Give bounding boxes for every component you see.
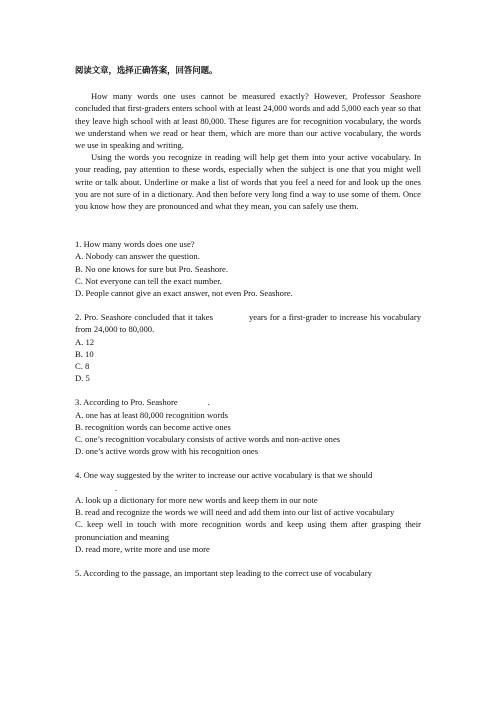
- document-content: [75, 64, 421, 591]
- option-a: A. Nobody can answer the question.: [75, 251, 200, 262]
- option-d: D. People cannot give an exact answer, not even Pro. Seashore.: [75, 288, 293, 299]
- option-b: B. 10: [75, 348, 94, 359]
- question-stem: 1. How many words does one use?: [75, 239, 195, 250]
- instruction-heading: 阅读文章，选择正确答案，回答问题。: [75, 65, 218, 75]
- option-a: A. 12: [75, 336, 95, 347]
- passage-paragraph-2: Using the words you recognize in reading will help get them into your active vocabulary. In your reading, pay attention to these words, especially when the subject is one that you might well write or talk about. Underline or make a list of words that you feel a need for and look up the ones you are not sure of in a dictionary. And then before very long find a way to use some of them. Once you know how they are pronounced and what they mean, you can safely use them.: [75, 152, 421, 212]
- option-a: A. one has at least 80,000 recognition words: [75, 409, 228, 420]
- option-b: B. recognition words can become active ones: [75, 421, 231, 432]
- option-d: D. read more, write more and use more: [75, 543, 210, 554]
- spacer: [75, 212, 421, 238]
- question-stem-end: years for a first-grader to increase his vocabulary from 24,000 to 80,000.: [75, 312, 421, 335]
- question-stem-start: 3. According to Pro. Seashore: [75, 397, 178, 408]
- option-b: B. No one knows for sure but Pro. Seashore.: [75, 263, 228, 274]
- question-stem-start: 2. Pro. Seashore concluded that it takes: [75, 312, 213, 323]
- question-stem-end: .: [115, 482, 118, 493]
- option-c: C. 8: [75, 361, 90, 372]
- question-1: [75, 238, 421, 299]
- option-d: D. one’s active words grow with his recognition ones: [75, 446, 259, 457]
- question-4: [75, 469, 421, 554]
- question-5: [75, 567, 421, 579]
- passage-paragraph-1: How many words one uses cannot be measured exactly? However, Professor Seashore concluded that first-graders enters school with at least 24,000 words and add 5,000 each year so that they leave high school with at least 80,000. These figures are for recognition vocabulary, the words we understand when we read or hear them, which are more than our active vocabulary, the words we use in speaking and writing.: [75, 91, 421, 151]
- question-stem: 5. According to the passage, an important step leading to the correct use of vocabulary: [75, 567, 372, 578]
- question-stem: [75, 396, 421, 408]
- option-c: C. one’s recognition vocabulary consists of active words and non-active ones: [75, 434, 341, 445]
- option-c: C. keep well in touch with more recognition words and keep using them after grasping their pronunciation and meaning: [75, 519, 421, 542]
- question-3: [75, 396, 421, 457]
- question-stem: 4. One way suggested by the writer to increase our active vocabulary is that we should: [75, 470, 373, 481]
- option-d: D. 5: [75, 373, 90, 384]
- question-stem: [75, 311, 421, 335]
- option-a: A. look up a dictionary for more new words and keep them in our note: [75, 494, 318, 505]
- option-b: B. read and recognize the words we will need and add them into our list of active vocabulary: [75, 507, 395, 518]
- question-stem-end: .: [207, 397, 210, 408]
- question-2: [75, 311, 421, 384]
- option-c: C. Not everyone can tell the exact number.: [75, 275, 222, 286]
